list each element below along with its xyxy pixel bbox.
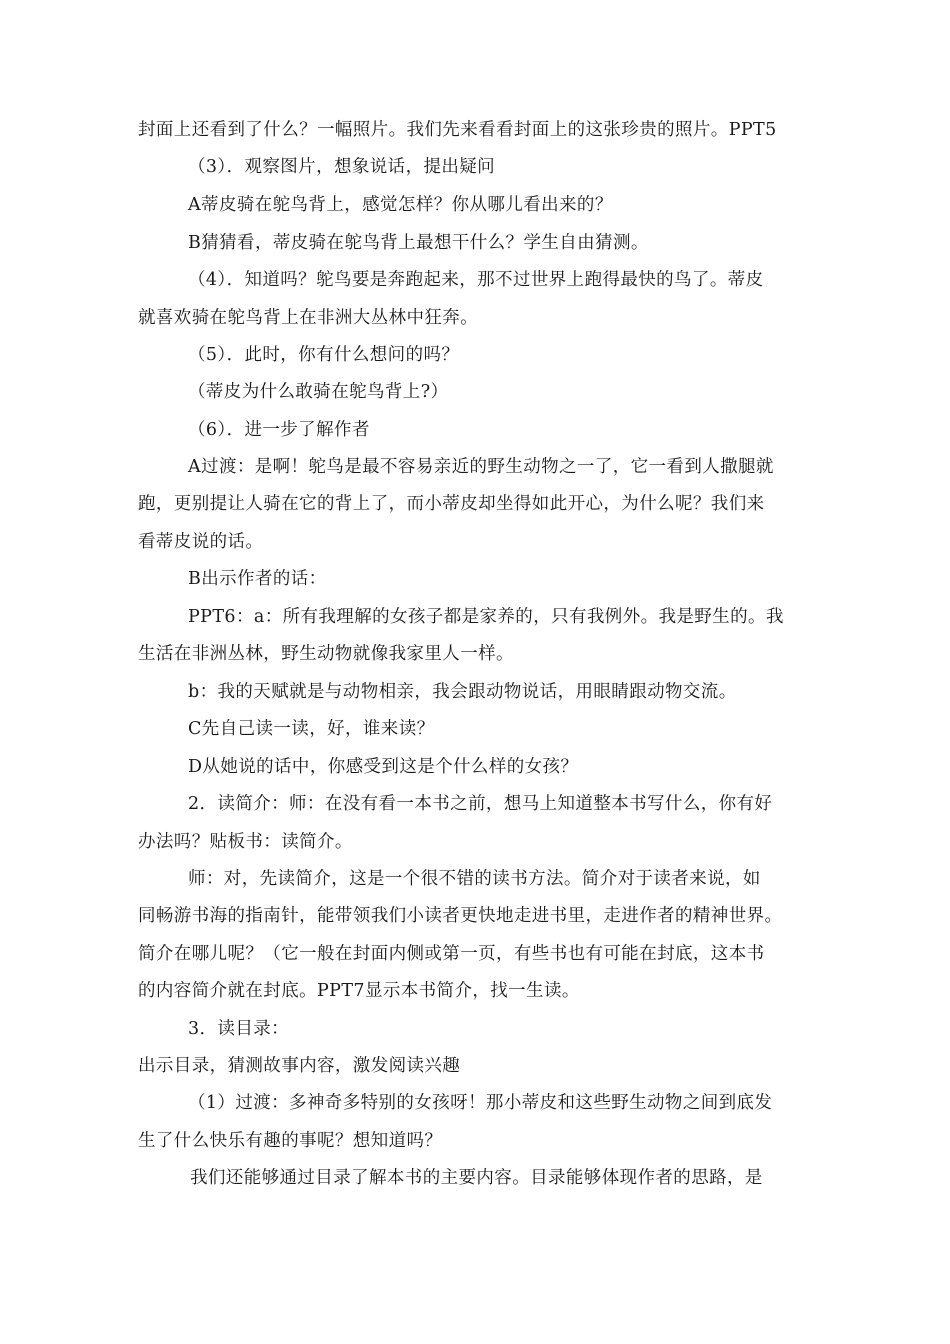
text-line: 生了什么快乐有趣的事呢？想知道吗？ (138, 1131, 443, 1151)
text-line: 封面上还看到了什么？一幅照片。我们先来看看封面上的这张珍贵的照片。PPT5 (138, 120, 777, 140)
text-line: （3）．观察图片，想象说话，提出疑问 (188, 157, 496, 177)
text-line: B出示作者的话： (188, 569, 327, 589)
text-line: 简介在哪儿呢？（它一般在封面内侧或第一页，有些书也有可能在封底，这本书 (138, 944, 765, 964)
text-line: 2．读简介：师：在没有看一本书之前，想马上知道整本书写什么，你有好 (188, 794, 773, 814)
text-line: 同畅游书海的指南针，能带领我们小读者更快地走进书里，走进作者的精神世界。 (138, 906, 783, 926)
text-line: （6）．进一步了解作者 (188, 420, 370, 440)
text-line: B猜猜看，蒂皮骑在鸵鸟背上最想干什么？学生自由猜测。 (188, 233, 649, 253)
text-line: 办法吗？贴板书：读简介。 (138, 832, 353, 852)
text-line: 师：对，先读简介，这是一个很不错的读书方法。简介对于读者来说，如 (188, 869, 761, 889)
text-line: C先自己读一读，好，谁来读？ (188, 719, 435, 739)
text-line: A过渡：是啊！鸵鸟是最不容易亲近的野生动物之一了，它一看到人撒腿就 (188, 457, 774, 477)
text-line: （1）过渡：多神奇多特别的女孩呀！那小蒂皮和这些野生动物之间到底发 (188, 1093, 773, 1113)
text-line: b：我的天赋就是与动物相亲，我会跟动物说话，用眼睛跟动物交流。 (188, 682, 737, 702)
text-line: 就喜欢骑在鸵鸟背上在非洲大丛林中狂奔。 (138, 308, 479, 328)
text-line: 我们还能够通过目录了解本书的主要内容。目录能够体现作者的思路，是 (190, 1168, 763, 1188)
text-line: （4）．知道吗？鸵鸟要是奔跑起来，那不过世界上跑得最快的鸟了。蒂皮 (188, 270, 764, 290)
text-line: 3．读目录： (188, 1019, 290, 1039)
text-line: 看蒂皮说的话。 (138, 532, 264, 552)
text-line: A蒂皮骑在鸵鸟背上，感觉怎样？你从哪儿看出来的？ (188, 195, 613, 215)
text-line: 跑，更别提让人骑在它的背上了，而小蒂皮却坐得如此开心，为什么呢？我们来 (138, 494, 765, 514)
text-line: 的内容简介就在封底。PPT7显示本书简介，找一生读。 (138, 981, 580, 1001)
text-line: 生活在非洲丛林，野生动物就像我家里人一样。 (138, 644, 514, 664)
text-line: （蒂皮为什么敢骑在鸵鸟背上?） (188, 382, 449, 402)
text-line: （5）．此时，你有什么想问的吗？ (188, 345, 460, 365)
text-line: D从她说的话中，你感受到这是个什么样的女孩？ (188, 757, 579, 777)
text-line: 出示目录，猜测故事内容，激发阅读兴趣 (138, 1056, 461, 1076)
text-line: PPT6：a：所有我理解的女孩子都是家养的，只有我例外。我是野生的。我 (188, 607, 784, 627)
